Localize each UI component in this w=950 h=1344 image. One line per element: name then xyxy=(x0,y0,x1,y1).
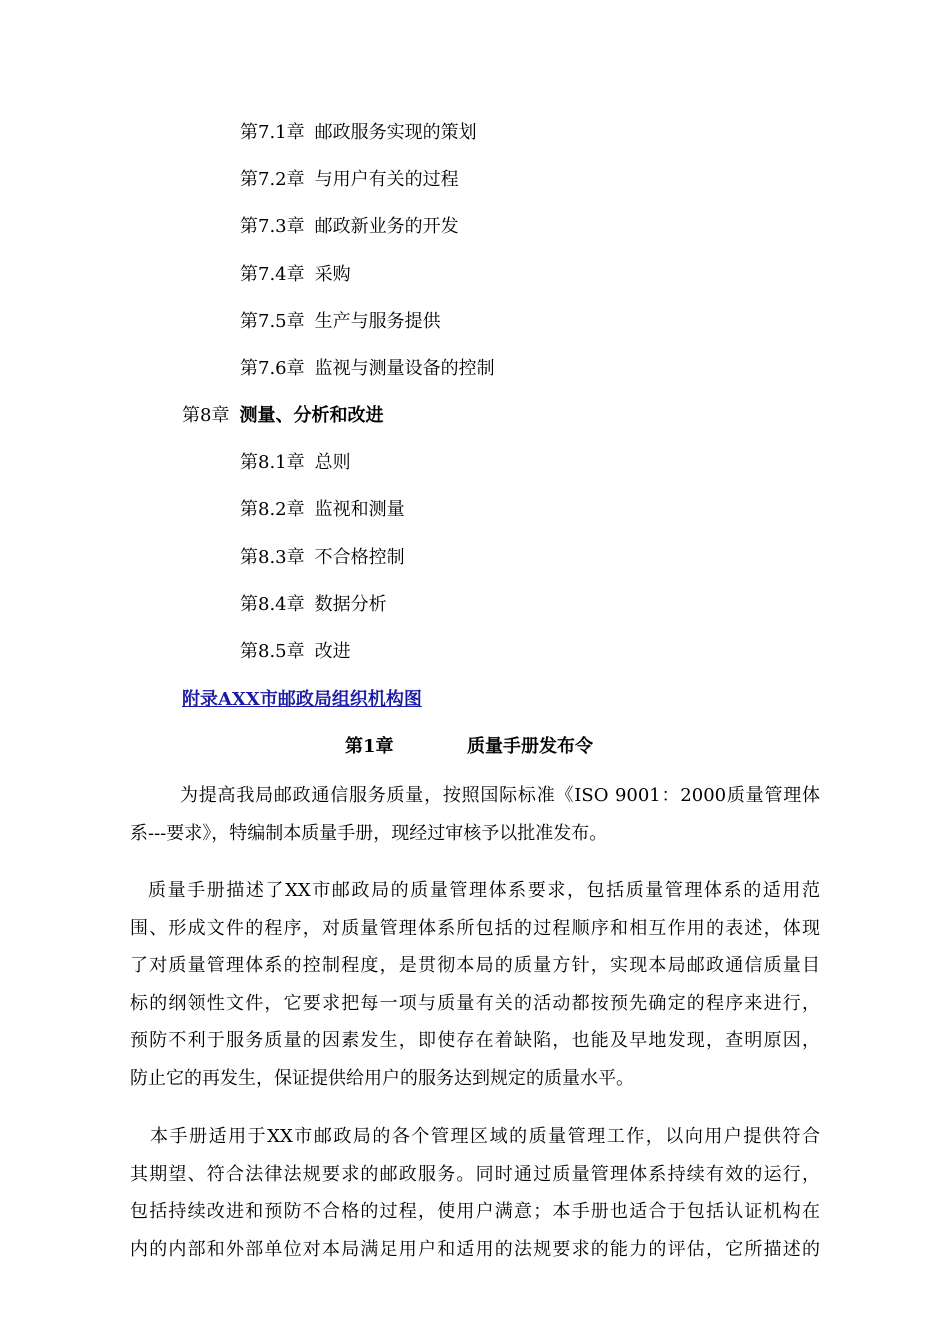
paragraph-line: 防止它的再发生，保证提供给用户的服务达到规定的质量水平。 xyxy=(130,1067,634,1089)
toc-item-title: 邮政服务实现的策划 xyxy=(314,122,477,143)
toc-item-number: 第7.1章 xyxy=(240,122,305,143)
paragraph-line: 系---要求》，特编制本质量手册，现经过审核予以批准发布。 xyxy=(130,822,608,844)
toc-item-title: 不合格控制 xyxy=(314,547,405,568)
toc-item-title: 邮政新业务的开发 xyxy=(314,216,459,237)
toc-item-8-5[interactable] xyxy=(240,640,351,664)
paragraph-line: 围、形成文件的程序，对质量管理体系所包括的过程顺序和相互作用的表述，体现 xyxy=(130,917,820,939)
toc-item-title: 改进 xyxy=(314,641,351,662)
toc-item-8-4[interactable] xyxy=(240,593,387,617)
toc-chapter-title: 测量、分析和改进 xyxy=(239,405,384,426)
toc-item-7-2[interactable] xyxy=(240,168,459,192)
toc-item-number: 第8.1章 xyxy=(240,452,305,473)
paragraph-line: 其期望、符合法律法规要求的邮政服务。同时通过质量管理体系持续有效的运行， xyxy=(130,1163,820,1185)
toc-item-title: 采购 xyxy=(314,264,351,285)
toc-item-title: 生产与服务提供 xyxy=(314,311,441,332)
paragraph-line: 标的纲领性文件，它要求把每一项与质量有关的活动都按预先确定的程序来进行， xyxy=(130,992,820,1014)
toc-item-7-1[interactable] xyxy=(240,121,477,145)
toc-item-8-3[interactable] xyxy=(240,546,405,570)
paragraph-line: 包括持续改进和预防不合格的过程，使用户满意；本手册也适合于包括认证机构在 xyxy=(130,1201,820,1222)
chapter-title: 质量手册发布令 xyxy=(467,736,593,757)
body-paragraph-3 xyxy=(130,1118,820,1268)
toc-appendix-link[interactable]: 附录AXX市邮政局组织机构图 xyxy=(182,689,422,710)
toc-item-number: 第8.5章 xyxy=(240,641,305,662)
toc-item-number: 第7.6章 xyxy=(240,358,305,379)
paragraph-line: 为提高我局邮政通信服务质量，按照国际标准《ISO 9001：2000质量管理体 xyxy=(180,785,820,806)
paragraph-line: 内的内部和外部单位对本局满足用户和适用的法规要求的能力的评估，它所描述的 xyxy=(130,1238,820,1260)
toc-item-7-5[interactable] xyxy=(240,310,441,334)
body-paragraph-2 xyxy=(130,872,820,1097)
toc-item-number: 第8.3章 xyxy=(240,547,305,568)
toc-item-title: 与用户有关的过程 xyxy=(314,169,459,190)
toc-item-8-2[interactable] xyxy=(240,498,405,522)
toc-item-title: 监视与测量设备的控制 xyxy=(314,358,495,379)
toc-item-number: 第7.4章 xyxy=(240,264,305,285)
toc-item-number: 第7.2章 xyxy=(240,169,305,190)
chapter-number: 第1章 xyxy=(345,736,394,757)
toc-item-number: 第8.4章 xyxy=(240,594,305,615)
toc-item-title: 总则 xyxy=(314,452,351,473)
toc-item-title: 数据分析 xyxy=(314,594,387,615)
toc-chapter-number: 第8章 xyxy=(182,405,230,426)
toc-item-7-6[interactable] xyxy=(240,357,495,381)
toc-item-number: 第8.2章 xyxy=(240,499,305,520)
toc-item-8-1[interactable] xyxy=(240,451,351,475)
toc-item-number: 第7.5章 xyxy=(240,311,305,332)
toc-item-number: 第7.3章 xyxy=(240,216,305,237)
paragraph-line: 质量手册描述了XX市邮政局的质量管理体系要求，包括质量管理体系的适用范 xyxy=(148,880,820,901)
paragraph-line: 预防不利于服务质量的因素发生，即使存在着缺陷，也能及早地发现，查明原因， xyxy=(130,1030,820,1051)
toc-item-7-3[interactable] xyxy=(240,215,459,239)
paragraph-line: 本手册适用于XX市邮政局的各个管理区域的质量管理工作，以向用户提供符合 xyxy=(150,1126,820,1147)
toc-item-title: 监视和测量 xyxy=(314,499,405,520)
body-paragraph-1 xyxy=(130,777,820,852)
toc-chapter-8[interactable] xyxy=(182,404,383,428)
toc-item-7-4[interactable] xyxy=(240,263,351,287)
paragraph-line: 了对质量管理体系的控制程度，是贯彻本局的质量方针，实现本局邮政通信质量目 xyxy=(130,955,820,976)
